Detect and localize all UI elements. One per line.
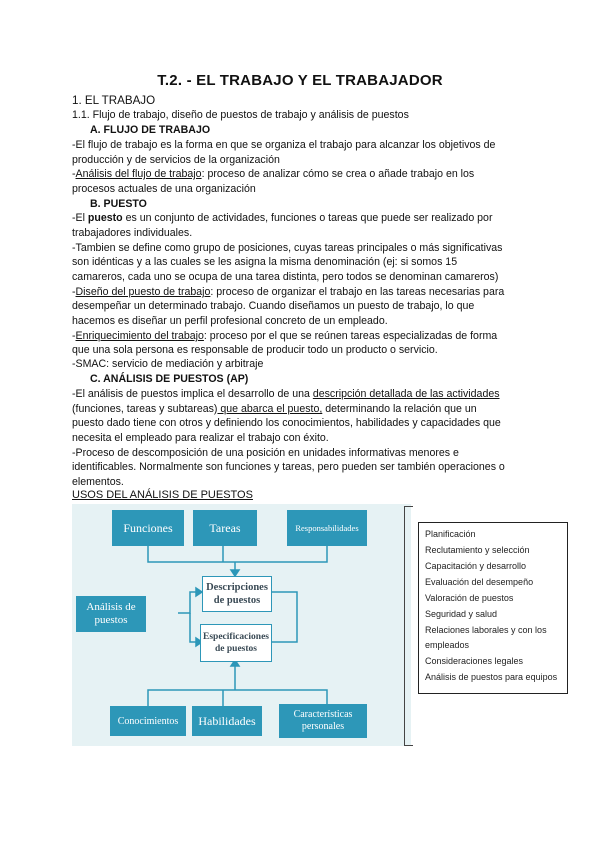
paragraph-line: -Tambien se define como grupo de posiciones, cuyas tareas principales o más significativas (72, 242, 503, 254)
list-item: Evaluación del desempeño (425, 577, 534, 587)
box-descripciones: Descripciones de puestos (202, 576, 272, 612)
paragraph-line: -Enriquecimiento del trabajo: proceso por el que se reúnen tareas especializadas de forma (72, 330, 498, 342)
usos-heading: USOS DEL ANÁLISIS DE PUESTOS (72, 489, 253, 501)
paragraph-line: desempeñar un determinado trabajo. Cuando diseñamos un puesto de trabajo, lo que (72, 300, 475, 312)
list-item: Relaciones laborales y con los (425, 625, 547, 635)
paragraph-line: que una sola persona es responsable de producir todo un producto o servicio. (72, 344, 438, 356)
underlined-term: descripción detallada de las actividades (312, 388, 500, 400)
box-conocimientos: Conocimientos (110, 706, 186, 736)
bold-term: puesto (87, 212, 123, 224)
box-tareas: Tareas (193, 510, 257, 546)
section-a-title: A. FLUJO DE TRABAJO (90, 124, 211, 136)
paragraph-line: -SMAC: servicio de mediación y arbitraje (72, 358, 264, 370)
uses-list (418, 522, 568, 694)
list-item: Análisis de puestos para equipos (425, 672, 558, 682)
list-item: Seguridad y salud (425, 609, 498, 619)
page-title: T.2. - EL TRABAJO Y EL TRABAJADOR (157, 72, 443, 89)
paragraph-line: -El análisis de puestos implica el desarrollo de una descripción detallada de las actividades (72, 388, 500, 400)
box-especificaciones: Especificaciones de puestos (200, 624, 272, 662)
paragraph-line: -Proceso de descomposición de una posición en unidades informativas menores e (72, 447, 459, 459)
paragraph-line: -El flujo de trabajo es la forma en que se organiza el trabajo para alcanzar los objetivos de (72, 139, 496, 151)
paragraph-line: identificables. Normalmente son funciones y tareas, pero pueden ser también operaciones o (72, 461, 505, 473)
paragraph-line: necesita el empleado para realizar el trabajo con éxito. (72, 432, 329, 444)
list-item: Planificación (425, 529, 476, 539)
underlined-term: Enriquecimiento del trabajo (75, 330, 204, 342)
subheading: 1.1. Flujo de trabajo, diseño de puestos de trabajo y análisis de puestos (72, 109, 409, 121)
box-analisis-de-puestos: Análisis de puestos (76, 596, 146, 632)
box-caracteristicas: Características personales (279, 704, 367, 738)
heading-el-trabajo: 1. EL TRABAJO (72, 94, 156, 107)
list-item: Capacitación y desarrollo (425, 561, 527, 571)
underlined-term: que abarca el puesto, (217, 403, 323, 415)
box-habilidades: Habilidades (192, 706, 262, 736)
paragraph-line: (funciones, tareas y subtareas) que abarca el puesto, determinando la relación que un (72, 403, 477, 415)
paragraph-line: -Diseño del puesto de trabajo: proceso de organizar el trabajo en las tareas necesarias para (72, 286, 505, 298)
paragraph-line: procesos actuales de una organización (72, 183, 256, 195)
paragraph-line: son idénticas y a las cuales se les asigna la misma denominación (ej: si somos 15 (72, 256, 458, 268)
list-item: Reclutamiento y selección (425, 545, 530, 555)
paragraph-line: -Análisis del flujo de trabajo: proceso de analizar cómo se crea o añade trabajo en los (72, 168, 475, 180)
paragraph-line: hacemos es diseñar un perfil profesional concreto de un empleado. (72, 315, 388, 327)
paragraph-line: producción y de servicios de la organización (72, 154, 280, 166)
box-funciones: Funciones (112, 510, 184, 546)
underlined-term: Análisis del flujo de trabajo (75, 168, 202, 180)
list-item: Valoración de puestos (425, 593, 514, 603)
list-item: empleados (425, 640, 470, 650)
underlined-term: Diseño del puesto de trabajo (75, 286, 211, 298)
section-b-title: B. PUESTO (90, 198, 147, 210)
job-analysis-diagram (72, 504, 411, 746)
paragraph-line: puesto dado tiene con otros y definiendo los conocimientos, habilidades y capacidades que (72, 417, 501, 429)
bracket (404, 506, 413, 746)
list-item: Consideraciones legales (425, 656, 524, 666)
paragraph-line: camareros, cada uno se ocupa de una tarea distinta, pero todos se denominan camareros) (72, 271, 499, 283)
section-c-title: C. ANÁLISIS DE PUESTOS (AP) (90, 373, 249, 385)
paragraph-line: trabajadores individuales. (72, 227, 193, 239)
paragraph-line: -El puesto es un conjunto de actividades, funciones o tareas que puede ser realizado por (72, 212, 493, 224)
paragraph-line: elementos. (72, 476, 124, 488)
box-responsabilidades: Responsabilidades (287, 510, 367, 546)
